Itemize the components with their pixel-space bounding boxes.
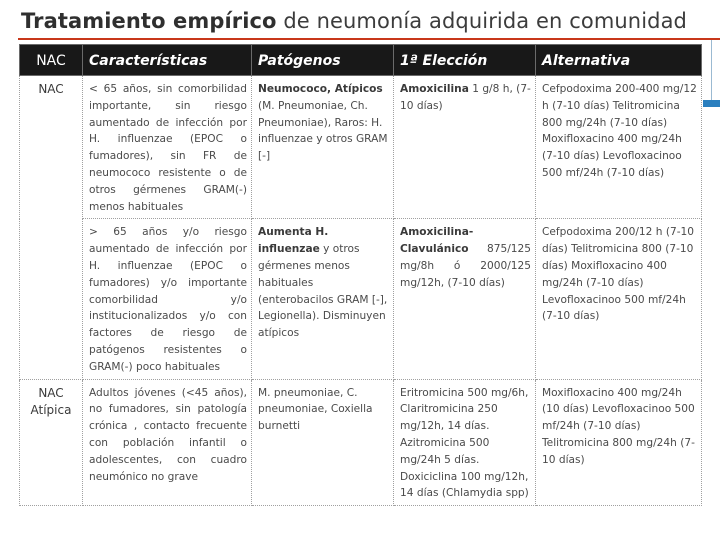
treatment-table [19,44,702,506]
patogenos-text: M. pneumoniae, C. pneumoniae, Coxiella burnetti [258,386,373,433]
caracteristicas-cell: Adultos jóvenes (<45 años), no fumadores, sin patología crónica , contacto frecuente con población infantil o adolescentes, con cuadro neumónico no grave [83,379,252,506]
title-underline [18,38,720,40]
eleccion-cell [394,379,536,506]
patogenos-text: y otros gérmenes menos habituales (enterobacilos GRAM [-], Legionella). Disminuyen atípicos [258,243,388,340]
decorative-blue-bar [703,100,720,107]
table-row [20,379,702,506]
eleccion-text: 1 g/8 h, (7-10 días) [400,83,531,112]
eleccion-cell [394,76,536,219]
column-header-caracteristicas: Características [83,45,252,76]
eleccion-bold-text: Amoxicilina [400,83,469,95]
table-header-row [20,45,702,76]
patogenos-cell [252,76,394,219]
table-row [20,219,702,379]
alternativa-cell: Cefpodoxima 200/12 h (7-10 días) Telitromicina 800 (7-10 días) Moxifloxacino 400 mg/24h (7-10 días) Levofloxacinoo 500 mf/24h (7-10 días) [536,219,702,379]
eleccion-bold-text: Amoxicilina-Clavulánico [400,226,474,256]
eleccion-text: 875/125 mg/8h ó 2000/125 mg/12h, (7-10 días) [400,243,531,289]
table-row [20,76,702,219]
column-header-alternativa: Alternativa [536,45,702,76]
patogenos-cell [252,379,394,506]
page-title-bold: Tratamiento empírico [21,9,277,33]
eleccion-text: Eritromicina 500 mg/6h, Claritromicina 250 mg/12h, 14 días. Azitromicina 500 mg/24h 5 días. Doxiciclina 100 mg/12h, 14 días (Chlamydia spp) [400,386,529,500]
page-title [21,9,687,33]
patogenos-text: (M. Pneumoniae, Ch. Pneumoniae), Raros: H. influenzae y otros GRAM [-] [258,99,388,163]
column-header-eleccion: 1ª Elección [394,45,536,76]
decorative-line [711,40,712,100]
nac-type-cell: NAC Atípica [20,379,83,506]
eleccion-cell [394,219,536,379]
caracteristicas-cell: > 65 años y/o riesgo aumentado de infección por H. influenzae (EPOC o fumadores) y/o importante comorbilidad y/o institucionalizados y/o con factores de riesgo de patógenos resistentes o GRAM(-) poco habituales [83,219,252,379]
nac-type-cell: NAC [20,76,83,380]
alternativa-cell: Cefpodoxima 200-400 mg/12 h (7-10 días) Telitromicina 800 mg/24h (7-10 días) Moxifloxacino 400 mg/24h (7-10 días) Levofloxacinoo 500 mf/24h (7-10 días) [536,76,702,219]
patogenos-cell [252,219,394,379]
column-header-nac: NAC [20,45,83,76]
alternativa-cell: Moxifloxacino 400 mg/24h (10 días) Levofloxacinoo 500 mf/24h (7-10 días) Telitromicina 800 mg/24h (7-10 días) [536,379,702,506]
patogenos-bold-text: Aumenta H. influenzae [258,226,329,256]
caracteristicas-cell: < 65 años, sin comorbilidad importante, sin riesgo aumentado de infección por H. influenzae (EPOC o fumadores), sin FR de neumococo resistente o de otros gérmenes GRAM(-) menos habituales [83,76,252,219]
patogenos-bold-text: Neumococo, Atípicos [258,83,383,95]
page-title-rest: de neumonía adquirida en comunidad [276,9,687,33]
column-header-patogenos: Patógenos [252,45,394,76]
